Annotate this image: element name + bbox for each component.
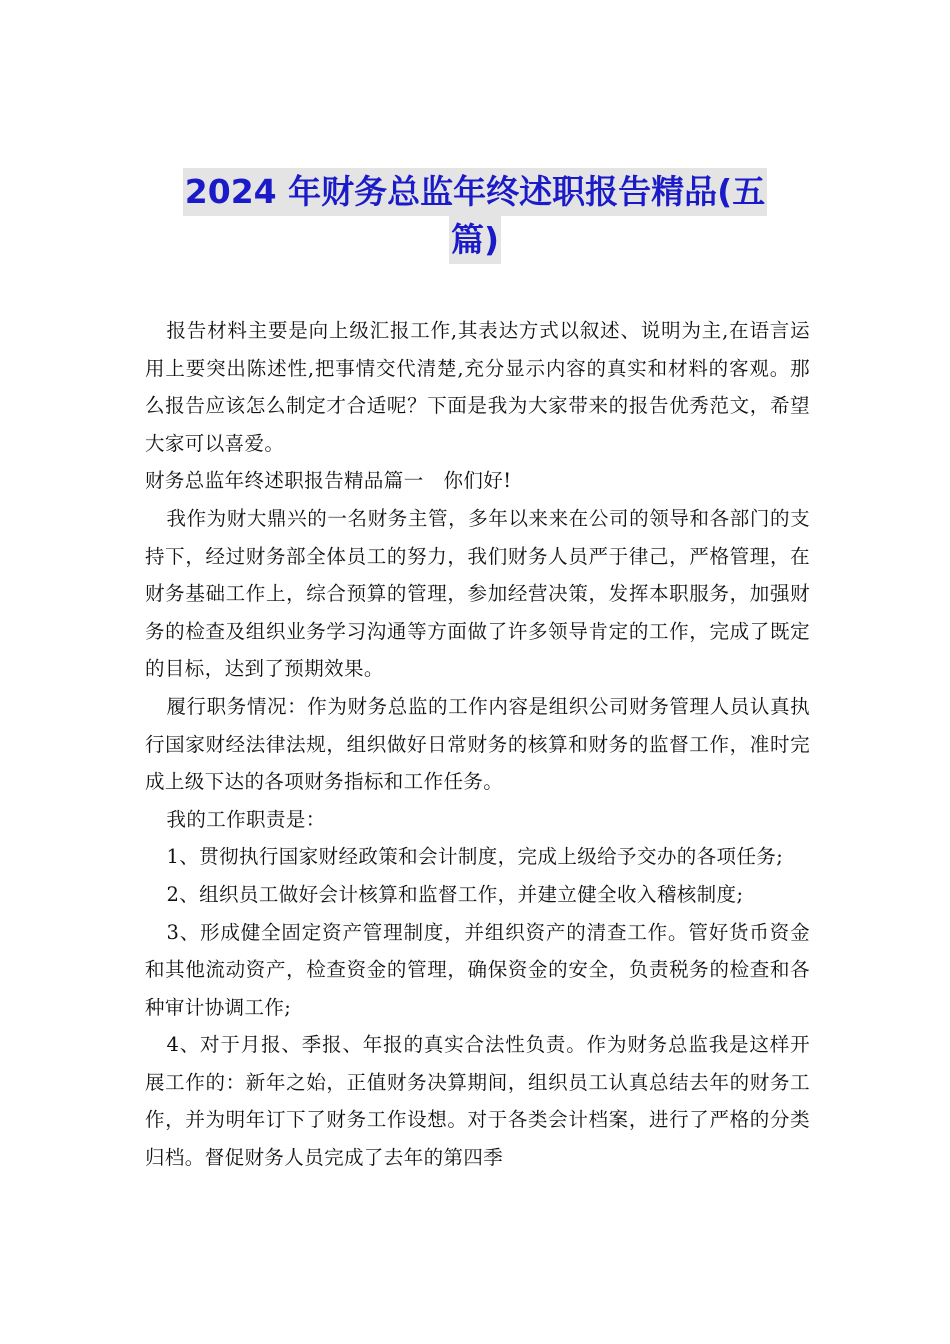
title-line-1: 2024 年财务总监年终述职报告精品(五 [183,168,767,216]
paragraph-responsibilities-heading: 我的工作职责是： [166,807,326,831]
paragraph-section-heading: 财务总监年终述职报告精品篇一 你们好! [145,469,512,493]
title-line-2: 篇) [449,216,501,264]
paragraph-duties-performance: 履行职务情况：作为财务总监的工作内容是组织公司财务管理人员认真执行国家财经法律法规，组织做好日常财务的核算和财务的监督工作，准时完成上级下达的各项财务指标和工作任务。 [145,694,810,794]
paragraph-responsibility-3: 3、形成健全固定资产管理制度，并组织资产的清查工作。管好货币资金和其他流动资产，检查资金的管理，确保资金的安全，负责税务的检查和各种审计协调工作; [145,920,810,1019]
paragraph-responsibility-1: 1、贯彻执行国家财经政策和会计制度，完成上级给予交办的各项任务; [166,845,784,869]
paragraph-intro: 报告材料主要是向上级汇报工作,其表达方式以叙述、说明为主,在语言运用上要突出陈述性,把事情交代清楚,充分显示内容的真实和材料的客观。那么报告应该怎么制定才合适呢？下面是我为大家带来的报告优秀范文，希望大家可以喜爱。 [145,319,810,455]
paragraph-responsibility-4: 4、对于月报、季报、年报的真实合法性负责。作为财务总监我是这样开展工作的：新年之始，正值财务决算期间，组织员工认真总结去年的财务工作，并为明年订下了财务工作设想。对于各类会计档案，进行了严格的分类归档。督促财务人员完成了去年的第四季 [145,1033,810,1170]
document-body [145,312,810,1177]
paragraph-responsibility-2: 2、组织员工做好会计核算和监督工作，并建立健全收入稽核制度; [166,882,744,906]
paragraph-self-introduction: 我作为财大鼎兴的一名财务主管，多年以来来在公司的领导和各部门的支持下，经过财务部全体员工的努力，我们财务人员严于律己，严格管理，在财务基础工作上，综合预算的管理，参加经营决策，发挥本职服务，加强财务的检查及组织业务学习沟通等方面做了许多领导肯定的工作，完成了既定的目标，达到了预期效果。 [145,506,810,681]
document-title [140,168,810,264]
